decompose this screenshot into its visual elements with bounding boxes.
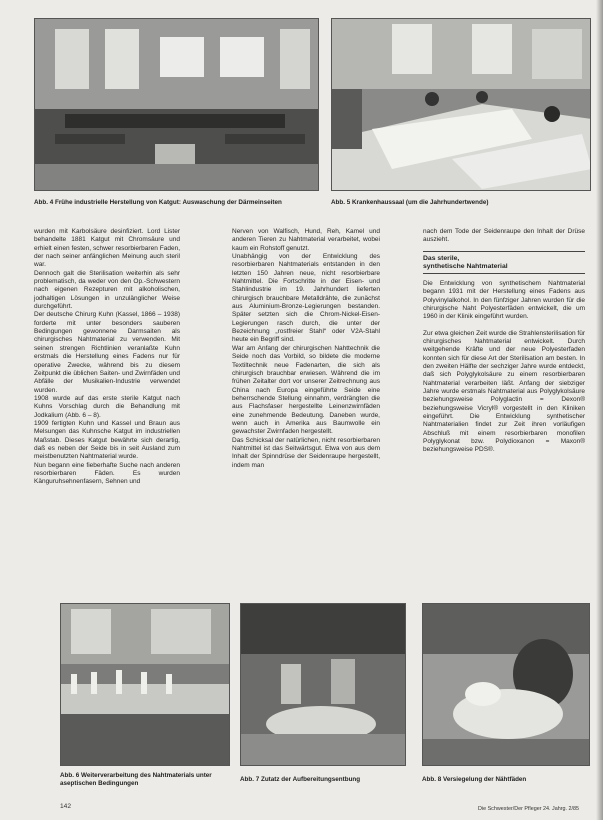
paragraph: Nerven von Walfisch, Hund, Reh, Kamel und anderen Tieren zu Nahtmaterial verarbeitet, wobei kaum ein Rohstoff genutzt. <box>232 228 380 252</box>
photo-fig4-image <box>35 19 319 191</box>
paragraph: Der deutsche Chirurg Kuhn (Kassel, 1866 – 1938) forderte mit unter besonders sauberen Bedingungen gewonnene Darmsaiten als chirurgisches Nahtmaterial zu verwenden. Mit seinen strengen Richtlinien veranlaßte Kuhn erstmals die Herstellung eines Fadens nur für operative Zwecke, während bis zu diesem Zeitpunkt die üblichen Saiten- und Zwirnfäden und Abfälle der Musikalien-Industrie verwendet wurden. <box>34 311 180 394</box>
photo-fig7-lab <box>240 603 406 766</box>
section-heading-line-1: Das sterile, <box>423 254 460 262</box>
article-column-3 <box>423 228 585 455</box>
photo-fig6-image <box>61 604 230 766</box>
caption-fig7: Abb. 7 Zutatz der Aufbereitungsentbung <box>240 776 361 783</box>
paragraph: nach dem Tode der Seidenraupe den Inhalt der Drüse auszieht. <box>423 228 585 244</box>
paragraph: wurden mit Karbolsäure desinfiziert. Lord Lister behandelte 1881 Katgut mit Chromsäure und erhielt einen festen, schwer resorbierbaren Faden, der nach seiner anfänglichen Meinung auch steril war. <box>34 228 180 269</box>
paragraph: 1909 fertigten Kuhn und Kassel und Braun aus Melsungen das Kuhnsche Katgut im industriellen Maßstab. Dieses Katgut bewährte sich derartig, daß es neben der Seide bis in seit Ausland zum meistbenutzten Nahtmaterial wurde. <box>34 419 180 461</box>
caption-fig5: Abb. 5 Krankenhaussaal (um die Jahrhundertwende) <box>331 199 489 206</box>
photo-fig8-image <box>423 604 590 766</box>
journal-footer: Die Schwester/Der Pfleger 24. Jahrg. 2/85 <box>478 806 579 812</box>
paragraph: Das Schicksal der natürlichen, nicht resorbierbaren Nahtmittel ist das Seitwärtsgut. Etwa von aus dem Inhalt der Spinndrüse der Seidenraupe hergestellt, indem man <box>232 436 380 469</box>
photo-fig5-hospital-ward <box>331 18 591 191</box>
article-column-1 <box>34 228 180 487</box>
section-divider <box>423 251 585 252</box>
photo-fig4-factory-hall <box>34 18 319 191</box>
paragraph: 1908 wurde auf das erste sterile Katgut nach Kuhns Vorschlag durch die Behandlung mit Jodkalium (Abb. 6 – 8). <box>34 394 180 419</box>
section-heading-line-2: synthetische Nahtmaterial <box>423 263 585 274</box>
photo-fig8-sealing <box>422 603 590 766</box>
caption-fig6: Abb. 6 Weiterverarbeitung des Nahtmaterials unter aseptischen Bedingungen <box>60 772 212 787</box>
paragraph-gap <box>423 322 585 330</box>
paragraph: Dennoch galt die Sterilisation weiterhin als sehr problematisch, da weder von den Op.-Schwestern nach eigenen Rezepturen mit alkoholischen, jodhaltigen Lösungen in unzulänglicher Weise durchgeführt. <box>34 269 180 311</box>
photo-fig5-image <box>332 19 591 191</box>
article-column-2 <box>232 228 380 470</box>
photo-fig7-image <box>241 604 406 766</box>
page-binding-shadow <box>596 0 603 820</box>
caption-fig4: Abb. 4 Frühe industrielle Herstellung von Katgut: Auswaschung der Därmeinseiten <box>34 199 282 206</box>
paragraph: War am Anfang der chirurgischen Nahttechnik die Seide noch das Vorbild, so bildete die moderne Textiltechnik neue Fadenarten, die sich als chirurgisch brauchbar erwiesen. Während die im frühen Zeitalter dort vor unserer Zeitrechnung aus China nach Europa eingeführte Seide eine beherrschende Stellung einnahm, verdrängten die aus Flachsfaser hergestellte Leinenzwirnfäden eine zunehmende Bedeutung. Daneben wurde, wenn auch in Amerika aus Baumwolle ein gewachster Zwirnfaden hergestellt. <box>232 344 380 436</box>
photo-fig6-processing <box>60 603 230 766</box>
paragraph: Nun begann eine fieberhafte Suche nach anderen resorbierbaren Fäden. Es wurden Känguruhsehnenfasern, Sehnen und <box>34 461 180 486</box>
paragraph: Die Entwicklung von synthetischem Nahtmaterial begann 1931 mit der Herstellung eines Fadens aus Polyvinylalkohol. In den fünfziger Jahren wurden für die chirurgische Naht Polyesterfäden entwickelt, die um 1960 in der Klinik eingeführt wurden. <box>423 279 585 321</box>
paragraph: Unabhängig von der Entwicklung des resorbierbaren Nahtmaterials entstanden in den letzten 150 Jahren neue, nicht resorbierbare Nahtmittel. Die Fortschritte in der Eisen- und Stahlindustrie im 19. Jahrhundert lieferten chirurgisch brauchbare Metalldrähte, die zunächst aus Aluminium-Bronze-Legierungen bestanden. Später setzten sich die Chrom-Nickel-Eisen-Legierungen rasch durch, die unter der Bezeichnung „rostfreier Stahl“ oder V2A-Stahl heute ein Begriff sind. <box>232 253 380 344</box>
paragraph: Zur etwa gleichen Zeit wurde die Strahlensterilisation für chirurgisches Nahtmaterial entwickelt. Durch weitgehende Kräfte und der neue Polyesterfaden konnten sich für diese Art der Sterilisation am besten. In den zweiten Hälfte der sechziger Jahre wurde entdeckt, daß sich Polyglykolsäure zu einem resorbierbaren Nahtmaterial verarbeiten läßt. Anfang der siebziger Jahre wurde erstmals Nahtmaterial aus Polyglykolsäure beziehungsweise Polyglactin = Dexon® beziehungsweise Vicryl® vorgestellt in den Kliniken eingeführt. Die Entwicklung synthetischer Nahtmaterialien findet zur Zeit ihren vorläufigen Abschluß mit einem resorbierbaren monofilen Polyglykonat bzw. Polydioxanon = Maxon® beziehungsweise PDS®. <box>423 329 585 454</box>
page-number: 142 <box>60 803 72 810</box>
caption-fig8: Abb. 8 Versiegelung der Nähtfäden <box>422 776 527 783</box>
